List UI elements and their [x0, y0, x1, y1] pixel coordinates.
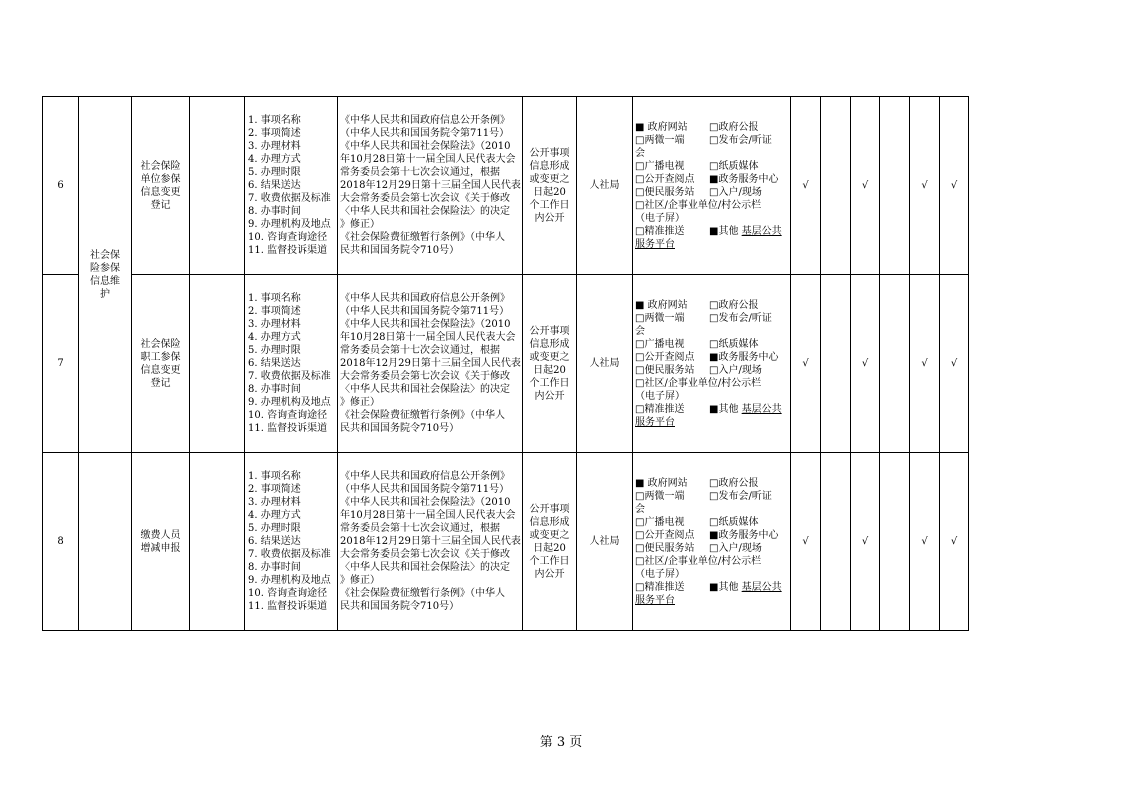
channel-line — [635, 299, 790, 312]
check-cell: √ — [940, 275, 969, 453]
channel-line — [635, 555, 790, 568]
subject: 人社局 — [577, 453, 633, 631]
basis-line: 》修正） — [340, 397, 380, 408]
channel-option: □纸质媒体 — [709, 516, 759, 528]
content-item: 1. 事项名称 — [248, 293, 301, 304]
channel-option: □社区/企事业单位/村公示栏 — [635, 555, 762, 567]
channel-option: （电子屏） — [635, 212, 685, 224]
channel-option: ■政务服务中心 — [709, 173, 779, 185]
channel-option: □政府公报 — [709, 299, 759, 311]
content-list — [245, 97, 338, 275]
channel-option: □两微一端 — [635, 134, 685, 146]
channel-option: □便民服务站 — [635, 186, 695, 198]
basis-line: 2018年12月29日第十三届全国人民代表 — [340, 180, 521, 191]
channel-option: ■其他 基层公共 — [709, 403, 782, 415]
channel-option: □两微一端 — [635, 490, 685, 502]
basis-line: 常务委员会第十七次会议通过，根据 — [340, 523, 500, 534]
content-item: 10. 咨询查询途径 — [248, 588, 328, 599]
content-item: 8. 办事时间 — [248, 562, 301, 573]
check-cell: √ — [791, 97, 821, 275]
check-cell — [880, 275, 910, 453]
basis-line: （中华人民共和国国务院令第711号） — [340, 484, 510, 495]
channel-option: ■其他 基层公共 — [709, 581, 782, 593]
channel-option: 服务平台 — [635, 238, 675, 250]
basis-line: 年10月28日第十一届全国人民代表大会 — [340, 332, 516, 343]
basis-line: 大会常务委员会第七次会议《关于修改 — [340, 549, 510, 560]
basis-line: 民共和国国务院令710号） — [340, 601, 460, 612]
channel-option: 服务平台 — [635, 416, 675, 428]
channel-option: 会 — [635, 325, 645, 337]
channel-option: 会 — [635, 147, 645, 159]
channel-option: □纸质媒体 — [709, 160, 759, 172]
content-item: 10. 咨询查询途径 — [248, 410, 328, 421]
channel-line — [635, 529, 790, 542]
channel-option: □广播电视 — [635, 516, 685, 528]
basis-line: 常务委员会第十七次会议通过，根据 — [340, 167, 500, 178]
check-cell: √ — [910, 275, 940, 453]
row-number: 8 — [43, 453, 79, 631]
basis-line: 《社会保险费征缴暂行条例》（中华人 — [340, 410, 505, 421]
channel-option: □便民服务站 — [635, 542, 695, 554]
check-cell: √ — [910, 453, 940, 631]
basis-line: 《中华人民共和国政府信息公开条例》 — [340, 471, 510, 482]
channel-option: □广播电视 — [635, 338, 685, 350]
content-item: 2. 事项简述 — [248, 128, 301, 139]
table-row — [43, 453, 969, 631]
channel-line — [635, 238, 790, 251]
channel-line — [635, 516, 790, 529]
content-item: 6. 结果送达 — [248, 536, 301, 547]
content-item: 3. 办理材料 — [248, 141, 301, 152]
blank-cell — [190, 275, 245, 453]
check-cell: √ — [851, 275, 880, 453]
content-item: 10. 咨询查询途径 — [248, 232, 328, 243]
basis-line: 〈中华人民共和国社会保险法〉的决定 — [340, 384, 510, 395]
subject: 人社局 — [577, 275, 633, 453]
content-item: 8. 办事时间 — [248, 206, 301, 217]
content-item: 3. 办理材料 — [248, 497, 301, 508]
content-item: 2. 事项简述 — [248, 484, 301, 495]
channel-option: □便民服务站 — [635, 364, 695, 376]
content-item: 2. 事项简述 — [248, 306, 301, 317]
channel-line — [635, 568, 790, 581]
channel-line — [635, 364, 790, 377]
channel-line — [635, 312, 790, 325]
content-item: 5. 办理时限 — [248, 167, 301, 178]
channel-option: □政府公报 — [709, 477, 759, 489]
check-cell: √ — [851, 453, 880, 631]
check-cell: √ — [851, 97, 880, 275]
content-item: 1. 事项名称 — [248, 471, 301, 482]
basis-line: 年10月28日第十一届全国人民代表大会 — [340, 510, 516, 521]
channel-option: ■ 政府网站 — [635, 299, 688, 311]
channel-line — [635, 147, 790, 160]
channel-option: □两微一端 — [635, 312, 685, 324]
check-cell: √ — [940, 97, 969, 275]
channel-list — [633, 275, 791, 453]
content-item: 5. 办理时限 — [248, 523, 301, 534]
channel-line — [635, 390, 790, 403]
check-cell — [821, 97, 851, 275]
channel-option: □公开查阅点 — [635, 529, 695, 541]
channel-option: □入户/现场 — [709, 186, 762, 198]
basis-text — [338, 275, 523, 453]
channel-option: □公开查阅点 — [635, 351, 695, 363]
channel-line — [635, 199, 790, 212]
channel-line — [635, 186, 790, 199]
channel-option: ■政务服务中心 — [709, 351, 779, 363]
channel-line — [635, 403, 790, 416]
row-number: 7 — [43, 275, 79, 453]
content-item: 9. 办理机构及地点 — [248, 219, 331, 230]
content-item: 9. 办理机构及地点 — [248, 575, 331, 586]
channel-line — [635, 377, 790, 390]
content-item: 1. 事项名称 — [248, 115, 301, 126]
channel-line — [635, 490, 790, 503]
channel-option: □入户/现场 — [709, 542, 762, 554]
channel-option: □发布会/听证 — [709, 490, 772, 502]
content-item: 6. 结果送达 — [248, 180, 301, 191]
channel-option: □政府公报 — [709, 121, 759, 133]
check-cell — [821, 453, 851, 631]
channel-option: ■ 政府网站 — [635, 477, 688, 489]
channel-line — [635, 212, 790, 225]
content-list — [245, 275, 338, 453]
channel-line — [635, 121, 790, 134]
channel-line — [635, 173, 790, 186]
channel-line — [635, 351, 790, 364]
content-item: 4. 办理方式 — [248, 154, 301, 165]
content-item: 4. 办理方式 — [248, 332, 301, 343]
table-row — [43, 97, 969, 275]
basis-line: 《社会保险费征缴暂行条例》（中华人 — [340, 588, 505, 599]
basis-line: 《中华人民共和国社会保险法》（2010 — [340, 319, 511, 330]
channel-option: 会 — [635, 503, 645, 515]
channel-line — [635, 225, 790, 238]
blank-cell — [190, 453, 245, 631]
table-row — [43, 275, 969, 453]
channel-list — [633, 97, 791, 275]
channel-option: ■ 政府网站 — [635, 121, 688, 133]
basis-line: （中华人民共和国国务院令第711号） — [340, 306, 510, 317]
check-cell: √ — [791, 453, 821, 631]
page-number: 第 3 页 — [539, 735, 583, 750]
check-cell: √ — [791, 275, 821, 453]
channel-line — [635, 503, 790, 516]
blank-cell — [190, 97, 245, 275]
item-name: 缴费人员增减申报 — [132, 453, 190, 631]
basis-line: 民共和国国务院令710号） — [340, 423, 460, 434]
channel-option: □社区/企事业单位/村公示栏 — [635, 377, 762, 389]
basis-line: 2018年12月29日第十三届全国人民代表 — [340, 536, 521, 547]
basis-line: 》修正） — [340, 575, 380, 586]
basis-line: 《中华人民共和国政府信息公开条例》 — [340, 115, 510, 126]
time-limit: 公开事项信息形成或变更之日起20个工作日内公开 — [523, 97, 577, 275]
content-item: 6. 结果送达 — [248, 358, 301, 369]
basis-line: 《中华人民共和国社会保险法》（2010 — [340, 497, 511, 508]
channel-option: □精准推送 — [635, 581, 685, 593]
channel-line — [635, 160, 790, 173]
content-item: 7. 收费依据及标准 — [248, 549, 331, 560]
basis-line: 2018年12月29日第十三届全国人民代表 — [340, 358, 521, 369]
content-item: 11. 监督投诉渠道 — [248, 423, 328, 434]
content-item: 8. 办事时间 — [248, 384, 301, 395]
channel-option: ■政务服务中心 — [709, 529, 779, 541]
channel-option: □公开查阅点 — [635, 173, 695, 185]
disclosure-table — [42, 96, 969, 631]
basis-line: 《社会保险费征缴暂行条例》（中华人 — [340, 232, 505, 243]
item-name: 社会保险职工参保信息变更登记 — [132, 275, 190, 453]
channel-option: （电子屏） — [635, 568, 685, 580]
content-item: 11. 监督投诉渠道 — [248, 601, 328, 612]
channel-option: □精准推送 — [635, 403, 685, 415]
channel-line — [635, 477, 790, 490]
channel-option: □广播电视 — [635, 160, 685, 172]
basis-line: 民共和国国务院令710号） — [340, 245, 460, 256]
channel-option: □精准推送 — [635, 225, 685, 237]
channel-line — [635, 134, 790, 147]
content-item: 9. 办理机构及地点 — [248, 397, 331, 408]
check-cell — [880, 97, 910, 275]
subject: 人社局 — [577, 97, 633, 275]
content-item: 3. 办理材料 — [248, 319, 301, 330]
row-number: 6 — [43, 97, 79, 275]
category-cell-empty — [79, 453, 132, 631]
channel-list — [633, 453, 791, 631]
content-item: 11. 监督投诉渠道 — [248, 245, 328, 256]
check-cell: √ — [940, 453, 969, 631]
content-list — [245, 453, 338, 631]
check-cell — [880, 453, 910, 631]
check-cell — [821, 275, 851, 453]
channel-option: □发布会/听证 — [709, 134, 772, 146]
item-name: 社会保险单位参保信息变更登记 — [132, 97, 190, 275]
time-limit: 公开事项信息形成或变更之日起20个工作日内公开 — [523, 453, 577, 631]
channel-line — [635, 581, 790, 594]
basis-line: 〈中华人民共和国社会保险法〉的决定 — [340, 206, 510, 217]
basis-line: 大会常务委员会第七次会议《关于修改 — [340, 193, 510, 204]
channel-line — [635, 416, 790, 429]
basis-line: 大会常务委员会第七次会议《关于修改 — [340, 371, 510, 382]
channel-line — [635, 594, 790, 607]
basis-text — [338, 97, 523, 275]
basis-line: 》修正） — [340, 219, 380, 230]
channel-option: □社区/企事业单位/村公示栏 — [635, 199, 762, 211]
check-cell: √ — [910, 97, 940, 275]
basis-line: 〈中华人民共和国社会保险法〉的决定 — [340, 562, 510, 573]
content-item: 7. 收费依据及标准 — [248, 193, 331, 204]
category-cell: 社会保险参保信息维护 — [79, 97, 132, 453]
basis-line: （中华人民共和国国务院令第711号） — [340, 128, 510, 139]
basis-text — [338, 453, 523, 631]
channel-line — [635, 325, 790, 338]
content-item: 4. 办理方式 — [248, 510, 301, 521]
channel-option: □入户/现场 — [709, 364, 762, 376]
channel-option: 服务平台 — [635, 594, 675, 606]
channel-option: ■其他 基层公共 — [709, 225, 782, 237]
basis-line: 常务委员会第十七次会议通过，根据 — [340, 345, 500, 356]
channel-option: □纸质媒体 — [709, 338, 759, 350]
channel-line — [635, 338, 790, 351]
basis-line: 年10月28日第十一届全国人民代表大会 — [340, 154, 516, 165]
channel-option: （电子屏） — [635, 390, 685, 402]
channel-option: □发布会/听证 — [709, 312, 772, 324]
content-item: 7. 收费依据及标准 — [248, 371, 331, 382]
content-item: 5. 办理时限 — [248, 345, 301, 356]
basis-line: 《中华人民共和国政府信息公开条例》 — [340, 293, 510, 304]
basis-line: 《中华人民共和国社会保险法》（2010 — [340, 141, 511, 152]
time-limit: 公开事项信息形成或变更之日起20个工作日内公开 — [523, 275, 577, 453]
channel-line — [635, 542, 790, 555]
